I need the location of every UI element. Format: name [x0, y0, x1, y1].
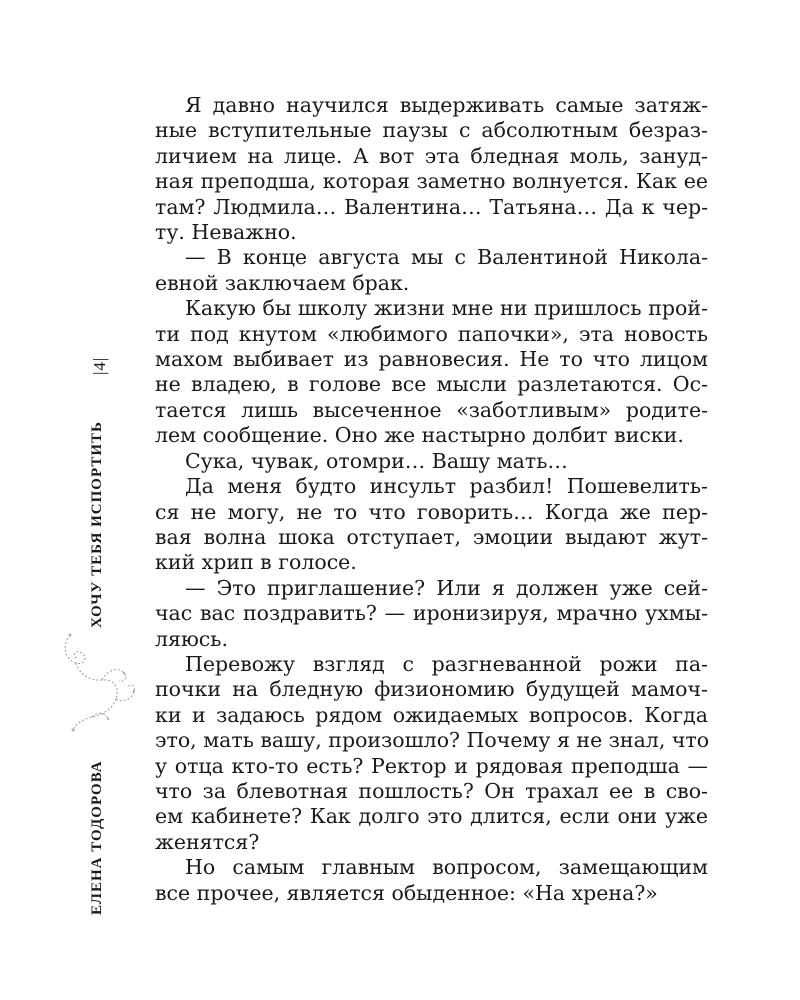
- text-line: тается лишь высеченное «заботливым» родите-: [155, 397, 708, 422]
- text-line: ки и задаюсь рядом ожидаемых вопросов. Когда: [155, 702, 708, 727]
- floral-swirl-icon: [58, 625, 148, 735]
- text-line: это, мать вашу, произошло? Почему я не знал, что: [155, 728, 710, 753]
- text-line: что за блевотная пошлость? Он трахал ее в сво-: [155, 778, 708, 803]
- text-line: вая волна шока отступает, эмоции выдают жут-: [155, 524, 708, 549]
- text-line: ти под кнутом «любимого папочки», эта новость: [155, 321, 708, 346]
- book-title: ХОЧУ ТЕБЯ ИСПОРТИТЬ: [89, 421, 105, 628]
- text-line: махом выбивает из равновесия. Не то что лицом: [155, 347, 708, 372]
- text-line: Перевожу взгляд с разгневанной рожи па-: [185, 651, 708, 676]
- running-header-sidebar: [70, 0, 120, 1000]
- text-line: почки на бледную физиономию будущей мамоч-: [155, 677, 708, 702]
- text-line: ем кабинете? Как долго это длится, если они уже: [155, 804, 708, 829]
- text-line: Да меня будто инсульт разбил! Пошевелить-: [185, 474, 708, 499]
- text-line: личием на лице. А вот эта бледная моль, зануд-: [155, 143, 708, 168]
- text-line: час вас поздравить? — иронизируя, мрачно ухмы-: [155, 601, 708, 626]
- text-line: женятся?: [155, 829, 260, 854]
- text-line: там? Людмила… Валентина… Татьяна… Да к чер-: [155, 194, 708, 219]
- text-line: евной заключаем брак.: [155, 270, 410, 295]
- author-name: ЕЛЕНА ТОДОРОВА: [89, 760, 105, 915]
- text-line: ные вступительные паузы с абсолютным безраз-: [155, 118, 708, 143]
- text-line: кий хрип в голосе.: [155, 550, 357, 575]
- body-text: [155, 93, 708, 906]
- text-line: ляюсь.: [155, 626, 228, 651]
- text-line: у отца кто-то есть? Ректор и рядовая преподша —: [155, 753, 708, 778]
- text-line: ся не могу, не то что говорить… Когда же пер-: [155, 499, 708, 524]
- page-number: |4|: [90, 356, 109, 375]
- text-line: — В конце августа мы с Валентиной Николa-: [185, 245, 708, 270]
- text-line: ту. Неважно.: [155, 220, 297, 245]
- text-line: ная преподша, которая заметно волнуется. Как ее: [155, 169, 708, 194]
- text-line: лем сообщение. Оно же настырно долбит виски.: [155, 423, 684, 448]
- text-line: Но самым главным вопросом, замещающим: [185, 855, 708, 880]
- text-line: Какую бы школу жизни мне ни пришлось прой-: [185, 296, 708, 321]
- text-line: Я давно научился выдерживать самые затяж-: [185, 93, 708, 117]
- text-line: Сука, чувак, отомри… Вашу мать…: [185, 448, 568, 473]
- text-line: не владею, в голове все мысли разлетаются. Ос-: [155, 372, 708, 397]
- text-line: все прочее, является обыденное: «На хрена?»: [155, 880, 658, 905]
- text-line: — Это приглашение? Или я должен уже сей-: [185, 575, 708, 600]
